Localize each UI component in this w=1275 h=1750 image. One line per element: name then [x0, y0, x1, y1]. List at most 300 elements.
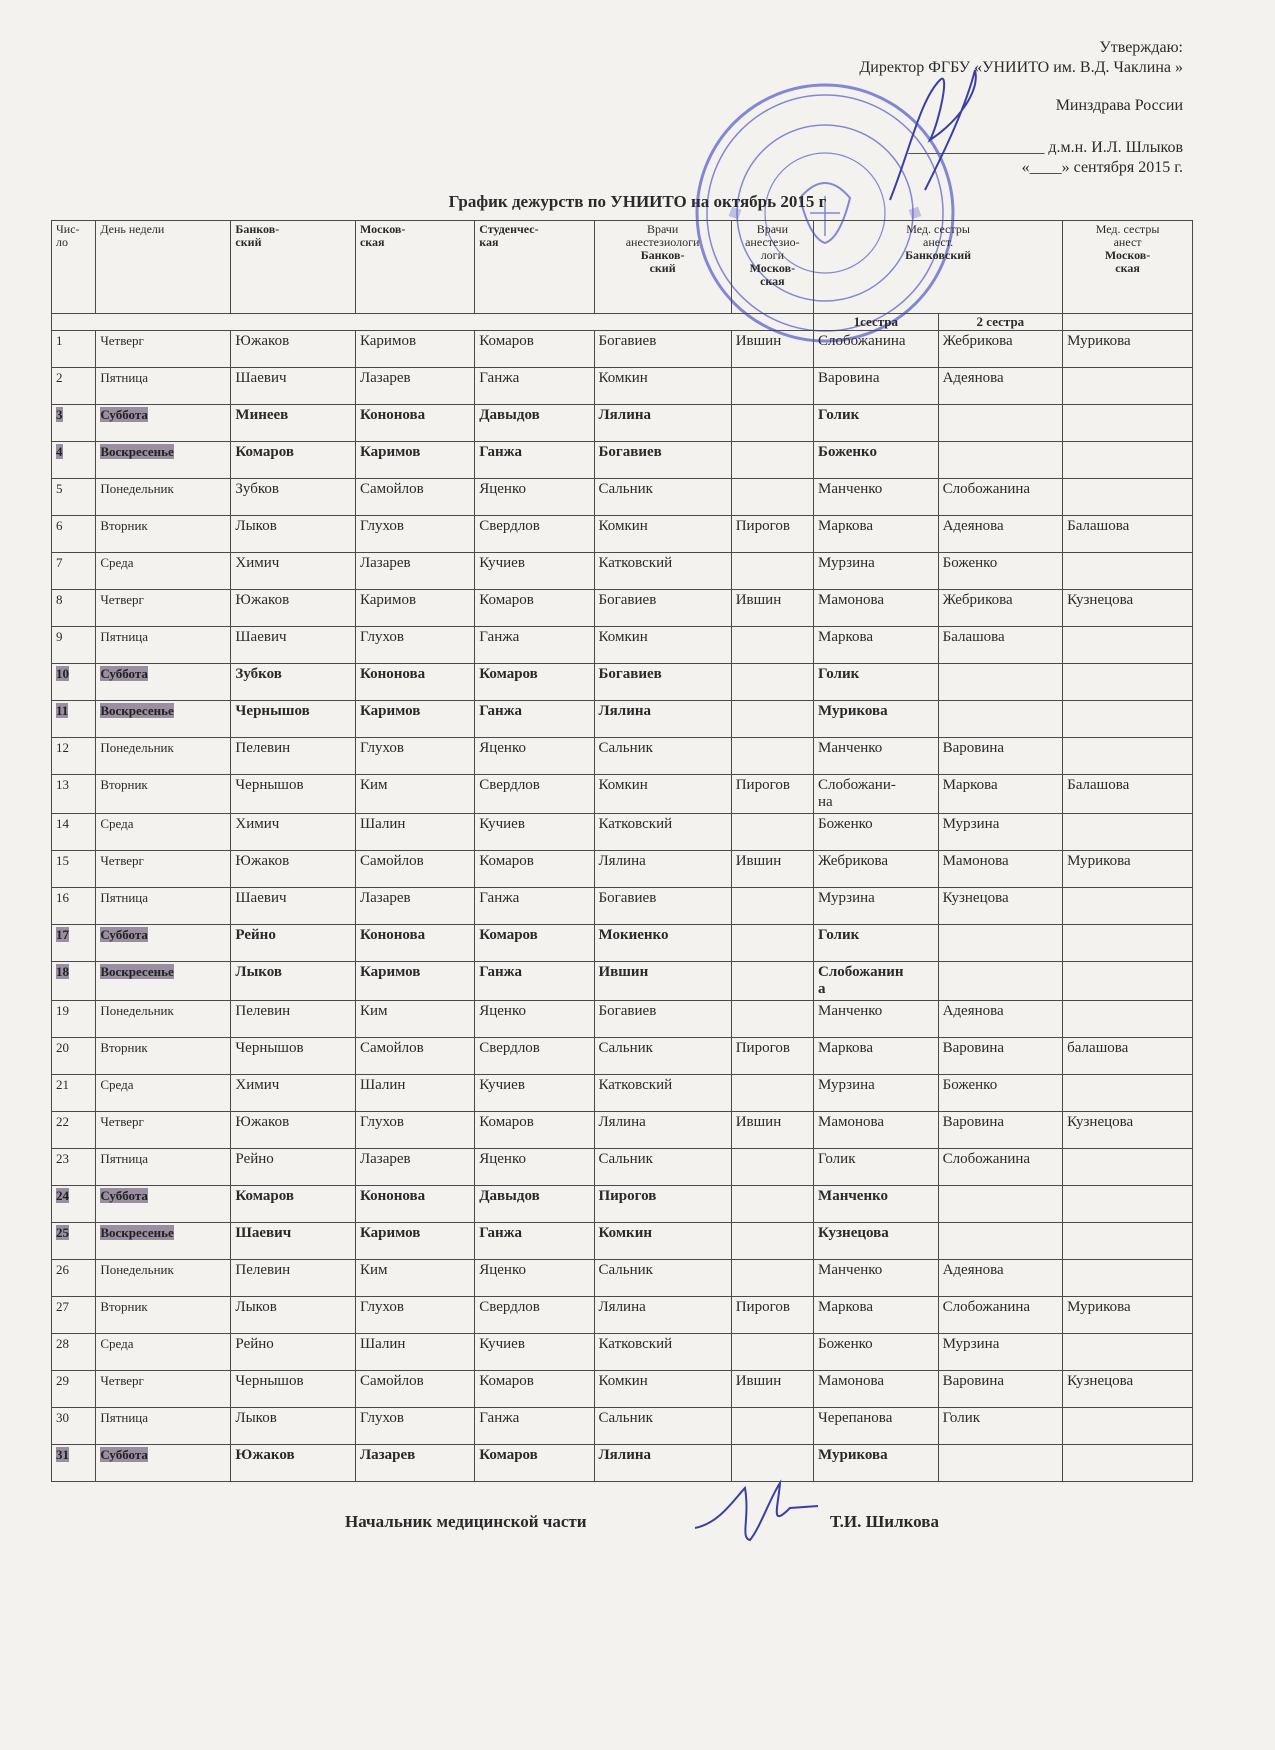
weekend-day-highlight: Воскресенье	[100, 1225, 174, 1240]
cell-anest-bank: Лялина	[594, 851, 731, 888]
table-row	[52, 962, 1193, 1001]
weekend-date-highlight: 25	[56, 1225, 69, 1240]
cell-anest-mosk	[731, 1149, 813, 1186]
cell-nurse2: Мамонова	[938, 851, 1063, 888]
table-row	[52, 925, 1193, 962]
cell-mosk: Ким	[355, 1260, 474, 1297]
cell-anest-mosk: Пирогов	[731, 516, 813, 553]
cell-nurse2: Кузнецова	[938, 888, 1063, 925]
cell-nurse2: Голик	[938, 1408, 1063, 1445]
cell-bank: Лыков	[231, 1297, 356, 1334]
cell-num: 13	[52, 775, 96, 814]
cell-num	[52, 925, 96, 962]
cell-num	[52, 1445, 96, 1482]
cell-num	[52, 1186, 96, 1223]
cell-anest-bank: Комкин	[594, 368, 731, 405]
cell-num: 28	[52, 1334, 96, 1371]
cell-bank: Шаевич	[231, 627, 356, 664]
cell-stud: Комаров	[475, 590, 594, 627]
cell-anest-mosk	[731, 814, 813, 851]
cell-bank: Чернышов	[231, 775, 356, 814]
approval-line: Минздрава России	[1055, 97, 1183, 114]
cell-stud: Комаров	[475, 331, 594, 368]
cell-mosk: Глухов	[355, 738, 474, 775]
table-row	[52, 1038, 1193, 1075]
cell-nurse2	[938, 1223, 1063, 1260]
cell-num	[52, 405, 96, 442]
table-row	[52, 516, 1193, 553]
cell-nurse2	[938, 405, 1063, 442]
cell-num: 26	[52, 1260, 96, 1297]
cell-num	[52, 701, 96, 738]
cell-nurse2	[938, 701, 1063, 738]
cell-anest-mosk	[731, 442, 813, 479]
cell-nurse2: Жебрикова	[938, 590, 1063, 627]
cell-anest-mosk: Пирогов	[731, 775, 813, 814]
cell-day: Четверг	[96, 331, 231, 368]
cell-mosk: Каримов	[355, 331, 474, 368]
cell-nurse2: Адеянова	[938, 1001, 1063, 1038]
cell-nurse-mosk: Балашова	[1063, 775, 1193, 814]
subheader-nurse2: 2 сестра	[938, 314, 1063, 331]
cell-bank: Шаевич	[231, 888, 356, 925]
cell-stud: Комаров	[475, 1371, 594, 1408]
header-anest-mosk	[731, 221, 813, 314]
cell-stud: Свердлов	[475, 775, 594, 814]
cell-anest-mosk: Пирогов	[731, 1038, 813, 1075]
approval-line: _________________ д.м.н. И.Л. Шлыков	[908, 139, 1183, 156]
cell-stud: Яценко	[475, 1149, 594, 1186]
cell-nurse2: Мурзина	[938, 814, 1063, 851]
cell-nurse-mosk	[1063, 888, 1193, 925]
cell-num: 8	[52, 590, 96, 627]
cell-day	[96, 1186, 231, 1223]
cell-mosk: Самойлов	[355, 1038, 474, 1075]
cell-anest-bank: Сальник	[594, 479, 731, 516]
cell-day	[96, 925, 231, 962]
cell-mosk: Каримов	[355, 590, 474, 627]
duty-schedule-table	[51, 220, 1193, 1482]
cell-bank: Комаров	[231, 442, 356, 479]
cell-anest-bank: Богавиев	[594, 888, 731, 925]
cell-nurse-mosk	[1063, 1408, 1193, 1445]
cell-anest-mosk	[731, 405, 813, 442]
cell-anest-bank: Комкин	[594, 1371, 731, 1408]
cell-nurse1: Манченко	[814, 1186, 939, 1223]
cell-num: 29	[52, 1371, 96, 1408]
cell-stud: Ганжа	[475, 368, 594, 405]
cell-anest-mosk	[731, 368, 813, 405]
cell-day	[96, 701, 231, 738]
cell-day	[96, 962, 231, 1001]
cell-nurse2: Слобожанина	[938, 1297, 1063, 1334]
cell-bank: Комаров	[231, 1186, 356, 1223]
cell-day	[96, 664, 231, 701]
cell-stud: Давыдов	[475, 405, 594, 442]
cell-bank: Химич	[231, 814, 356, 851]
weekend-date-highlight: 11	[56, 703, 69, 718]
cell-nurse2	[938, 962, 1063, 1001]
subheader-row	[52, 314, 1193, 331]
cell-nurse1: Мамонова	[814, 1112, 939, 1149]
cell-anest-bank: Ившин	[594, 962, 731, 1001]
cell-num: 15	[52, 851, 96, 888]
cell-anest-mosk: Ившин	[731, 1371, 813, 1408]
header-stud	[475, 221, 594, 314]
cell-day: Среда	[96, 1075, 231, 1112]
header-bank-label: Банков- ский	[235, 222, 280, 249]
cell-day	[96, 1445, 231, 1482]
cell-anest-mosk	[731, 1223, 813, 1260]
cell-stud: Свердлов	[475, 1038, 594, 1075]
cell-bank: Чернышов	[231, 701, 356, 738]
cell-stud: Кучиев	[475, 1075, 594, 1112]
cell-anest-mosk	[731, 738, 813, 775]
cell-num: 30	[52, 1408, 96, 1445]
cell-nurse1: Голик	[814, 405, 939, 442]
cell-mosk: Кононова	[355, 1186, 474, 1223]
cell-anest-bank: Сальник	[594, 1408, 731, 1445]
cell-bank: Южаков	[231, 1112, 356, 1149]
cell-stud: Свердлов	[475, 1297, 594, 1334]
header-nurse-bank-title: Мед. сестры анест.	[906, 222, 970, 249]
table-row	[52, 553, 1193, 590]
header-nurse-bank-label: Банковский	[905, 248, 972, 262]
cell-mosk: Кононова	[355, 405, 474, 442]
cell-num: 14	[52, 814, 96, 851]
cell-anest-mosk	[731, 1260, 813, 1297]
cell-anest-bank: Комкин	[594, 516, 731, 553]
cell-day: Среда	[96, 1334, 231, 1371]
cell-stud: Ганжа	[475, 1223, 594, 1260]
cell-nurse-mosk: Кузнецова	[1063, 1112, 1193, 1149]
cell-day: Четверг	[96, 590, 231, 627]
cell-nurse2: Адеянова	[938, 368, 1063, 405]
header-stud-label: Студенчес- кая	[479, 222, 539, 249]
table-row	[52, 627, 1193, 664]
cell-nurse-mosk	[1063, 664, 1193, 701]
cell-anest-bank: Богавиев	[594, 664, 731, 701]
cell-bank: Чернышов	[231, 1371, 356, 1408]
cell-day: Вторник	[96, 1297, 231, 1334]
subheader-blank	[1063, 314, 1193, 331]
cell-anest-bank: Сальник	[594, 1149, 731, 1186]
cell-mosk: Кононова	[355, 925, 474, 962]
cell-nurse-mosk	[1063, 479, 1193, 516]
cell-mosk: Ким	[355, 775, 474, 814]
table-row	[52, 851, 1193, 888]
cell-bank: Химич	[231, 553, 356, 590]
cell-day: Пятница	[96, 627, 231, 664]
cell-mosk: Глухов	[355, 1112, 474, 1149]
cell-num	[52, 1223, 96, 1260]
cell-anest-mosk	[731, 479, 813, 516]
cell-nurse1: Боженко	[814, 1334, 939, 1371]
cell-anest-mosk	[731, 962, 813, 1001]
cell-nurse1: Слобожанина	[814, 331, 939, 368]
cell-day: Четверг	[96, 851, 231, 888]
cell-num: 23	[52, 1149, 96, 1186]
cell-anest-mosk	[731, 925, 813, 962]
cell-stud: Кучиев	[475, 1334, 594, 1371]
table-row	[52, 888, 1193, 925]
cell-bank: Лыков	[231, 962, 356, 1001]
cell-nurse-mosk	[1063, 1149, 1193, 1186]
table-row	[52, 814, 1193, 851]
cell-nurse2	[938, 1445, 1063, 1482]
cell-anest-bank: Сальник	[594, 738, 731, 775]
weekend-day-highlight: Суббота	[100, 1188, 148, 1203]
cell-nurse1: Маркова	[814, 1297, 939, 1334]
cell-num: 20	[52, 1038, 96, 1075]
weekend-date-highlight: 31	[56, 1447, 69, 1462]
cell-anest-bank: Лялина	[594, 1112, 731, 1149]
cell-nurse2: Варовина	[938, 1038, 1063, 1075]
weekend-day-highlight: Суббота	[100, 927, 148, 942]
cell-bank: Рейно	[231, 925, 356, 962]
cell-nurse1: Кузнецова	[814, 1223, 939, 1260]
cell-day	[96, 442, 231, 479]
cell-anest-mosk	[731, 1445, 813, 1482]
cell-anest-bank: Богавиев	[594, 442, 731, 479]
table-row	[52, 664, 1193, 701]
cell-nurse2: Слобожанина	[938, 479, 1063, 516]
cell-nurse1: Голик	[814, 664, 939, 701]
cell-anest-mosk	[731, 1334, 813, 1371]
cell-mosk: Лазарев	[355, 1149, 474, 1186]
approval-line: Директор ФГБУ «УНИИТО им. В.Д. Чаклина »	[859, 59, 1183, 76]
cell-nurse-mosk: Кузнецова	[1063, 1371, 1193, 1408]
cell-num: 6	[52, 516, 96, 553]
cell-nurse1: Манченко	[814, 1001, 939, 1038]
cell-nurse-mosk	[1063, 1001, 1193, 1038]
footer-position: Начальник медицинской части	[345, 1512, 587, 1531]
cell-mosk: Самойлов	[355, 479, 474, 516]
cell-nurse-mosk: Мурикова	[1063, 1297, 1193, 1334]
cell-day: Пятница	[96, 1408, 231, 1445]
table-row	[52, 1408, 1193, 1445]
cell-stud: Яценко	[475, 1260, 594, 1297]
header-bank	[231, 221, 356, 314]
table-row	[52, 1186, 1193, 1223]
cell-mosk: Каримов	[355, 442, 474, 479]
cell-day: Понедельник	[96, 1260, 231, 1297]
cell-nurse1: Голик	[814, 925, 939, 962]
header-anest-mosk-title: Врачи анестезио- логи	[745, 222, 800, 262]
cell-anest-bank: Комкин	[594, 775, 731, 814]
table-row	[52, 1371, 1193, 1408]
cell-day: Вторник	[96, 516, 231, 553]
cell-mosk: Лазарев	[355, 888, 474, 925]
cell-nurse-mosk	[1063, 1445, 1193, 1482]
table-row	[52, 1112, 1193, 1149]
cell-anest-mosk	[731, 888, 813, 925]
header-nurse-mosk	[1063, 221, 1193, 314]
cell-nurse1: Жебрикова	[814, 851, 939, 888]
cell-nurse2: Адеянова	[938, 516, 1063, 553]
cell-stud: Комаров	[475, 925, 594, 962]
cell-day	[96, 405, 231, 442]
table-row	[52, 1297, 1193, 1334]
cell-anest-mosk: Пирогов	[731, 1297, 813, 1334]
cell-stud: Кучиев	[475, 553, 594, 590]
cell-num	[52, 664, 96, 701]
cell-nurse-mosk	[1063, 553, 1193, 590]
cell-nurse2: Мурзина	[938, 1334, 1063, 1371]
cell-nurse-mosk: Балашова	[1063, 516, 1193, 553]
table-row	[52, 405, 1193, 442]
cell-stud: Комаров	[475, 1112, 594, 1149]
cell-nurse1: Боженко	[814, 814, 939, 851]
cell-nurse-mosk	[1063, 405, 1193, 442]
cell-nurse-mosk	[1063, 1334, 1193, 1371]
weekend-date-highlight: 17	[56, 927, 69, 942]
cell-nurse2: Балашова	[938, 627, 1063, 664]
cell-nurse-mosk	[1063, 442, 1193, 479]
cell-num: 1	[52, 331, 96, 368]
cell-stud: Яценко	[475, 479, 594, 516]
cell-bank: Пелевин	[231, 1260, 356, 1297]
table-row	[52, 701, 1193, 738]
cell-bank: Шаевич	[231, 1223, 356, 1260]
table-row	[52, 1149, 1193, 1186]
cell-anest-bank: Лялина	[594, 405, 731, 442]
cell-nurse2: Варовина	[938, 738, 1063, 775]
cell-nurse-mosk	[1063, 962, 1193, 1001]
cell-nurse2: Варовина	[938, 1371, 1063, 1408]
header-anest-mosk-label: Москов- ская	[749, 261, 796, 288]
header-anest-bank-label: Банков- ский	[640, 248, 685, 275]
cell-nurse1: Мамонова	[814, 1371, 939, 1408]
cell-anest-mosk: Ившин	[731, 851, 813, 888]
header-anest-bank	[594, 221, 731, 314]
weekend-day-highlight: Суббота	[100, 407, 148, 422]
cell-bank: Зубков	[231, 664, 356, 701]
cell-nurse1: Голик	[814, 1149, 939, 1186]
cell-bank: Рейно	[231, 1149, 356, 1186]
cell-mosk: Каримов	[355, 962, 474, 1001]
cell-day: Пятница	[96, 1149, 231, 1186]
cell-anest-bank: Лялина	[594, 1445, 731, 1482]
cell-nurse1: Манченко	[814, 479, 939, 516]
header-nurse-mosk-label: Москов- ская	[1104, 248, 1151, 275]
cell-nurse2	[938, 1186, 1063, 1223]
cell-day: Пятница	[96, 888, 231, 925]
cell-mosk: Самойлов	[355, 1371, 474, 1408]
cell-bank: Лыков	[231, 516, 356, 553]
cell-mosk: Лазарев	[355, 1445, 474, 1482]
cell-day: Вторник	[96, 775, 231, 814]
cell-nurse1: Боженко	[814, 442, 939, 479]
cell-mosk: Глухов	[355, 516, 474, 553]
cell-nurse1: Черепанова	[814, 1408, 939, 1445]
cell-anest-bank: Пирогов	[594, 1186, 731, 1223]
weekend-date-highlight: 24	[56, 1188, 69, 1203]
cell-stud: Ганжа	[475, 888, 594, 925]
cell-stud: Комаров	[475, 851, 594, 888]
cell-anest-mosk	[731, 1408, 813, 1445]
cell-nurse-mosk	[1063, 627, 1193, 664]
cell-nurse2	[938, 442, 1063, 479]
cell-nurse1: Слобожанин а	[814, 962, 939, 1001]
cell-nurse-mosk	[1063, 738, 1193, 775]
cell-mosk: Самойлов	[355, 851, 474, 888]
subheader-nurse1: 1сестра	[814, 314, 939, 331]
cell-anest-bank: Катковский	[594, 814, 731, 851]
cell-bank: Южаков	[231, 851, 356, 888]
head-signature-icon	[690, 1478, 820, 1548]
cell-stud: Свердлов	[475, 516, 594, 553]
cell-mosk: Глухов	[355, 1408, 474, 1445]
cell-anest-bank: Катковский	[594, 1334, 731, 1371]
cell-nurse-mosk: Мурикова	[1063, 331, 1193, 368]
cell-anest-bank: Мокиенко	[594, 925, 731, 962]
cell-nurse1: Мурикова	[814, 1445, 939, 1482]
cell-nurse1: Маркова	[814, 1038, 939, 1075]
cell-day: Понедельник	[96, 479, 231, 516]
cell-num	[52, 442, 96, 479]
table-row	[52, 738, 1193, 775]
cell-mosk: Шалин	[355, 814, 474, 851]
header-anest-title: Врачи анестезиологи	[625, 222, 700, 249]
cell-stud: Яценко	[475, 738, 594, 775]
cell-bank: Рейно	[231, 1334, 356, 1371]
cell-nurse2: Адеянова	[938, 1260, 1063, 1297]
cell-anest-mosk: Ившин	[731, 1112, 813, 1149]
cell-nurse1: Мурзина	[814, 888, 939, 925]
table-row	[52, 775, 1193, 814]
header-day: День недели	[96, 221, 231, 314]
table-row	[52, 331, 1193, 368]
cell-mosk: Каримов	[355, 1223, 474, 1260]
approval-line: «____» сентября 2015 г.	[1021, 159, 1183, 176]
cell-mosk: Лазарев	[355, 368, 474, 405]
cell-bank: Пелевин	[231, 738, 356, 775]
cell-num: 16	[52, 888, 96, 925]
cell-nurse1: Маркова	[814, 516, 939, 553]
cell-anest-mosk: Ившин	[731, 331, 813, 368]
cell-nurse-mosk: балашова	[1063, 1038, 1193, 1075]
cell-mosk: Ким	[355, 1001, 474, 1038]
cell-num: 22	[52, 1112, 96, 1149]
cell-num: 19	[52, 1001, 96, 1038]
cell-stud: Кучиев	[475, 814, 594, 851]
cell-nurse-mosk	[1063, 1186, 1193, 1223]
cell-num: 21	[52, 1075, 96, 1112]
cell-day: Понедельник	[96, 738, 231, 775]
cell-anest-bank: Лялина	[594, 1297, 731, 1334]
table-row	[52, 1075, 1193, 1112]
cell-stud: Яценко	[475, 1001, 594, 1038]
weekend-date-highlight: 4	[56, 444, 63, 459]
table-row	[52, 1001, 1193, 1038]
cell-nurse1: Манченко	[814, 738, 939, 775]
cell-nurse2: Слобожанина	[938, 1149, 1063, 1186]
table-row	[52, 479, 1193, 516]
cell-num	[52, 962, 96, 1001]
cell-anest-bank: Богавиев	[594, 1001, 731, 1038]
subheader-blank	[52, 314, 814, 331]
cell-nurse-mosk	[1063, 701, 1193, 738]
cell-anest-bank: Комкин	[594, 627, 731, 664]
cell-nurse-mosk	[1063, 1075, 1193, 1112]
table-row	[52, 1223, 1193, 1260]
weekend-date-highlight: 18	[56, 964, 69, 979]
cell-day: Среда	[96, 553, 231, 590]
page-title: График дежурств по УНИИТО на октябрь 2015 г	[448, 192, 827, 211]
cell-day: Вторник	[96, 1038, 231, 1075]
cell-day: Четверг	[96, 1371, 231, 1408]
